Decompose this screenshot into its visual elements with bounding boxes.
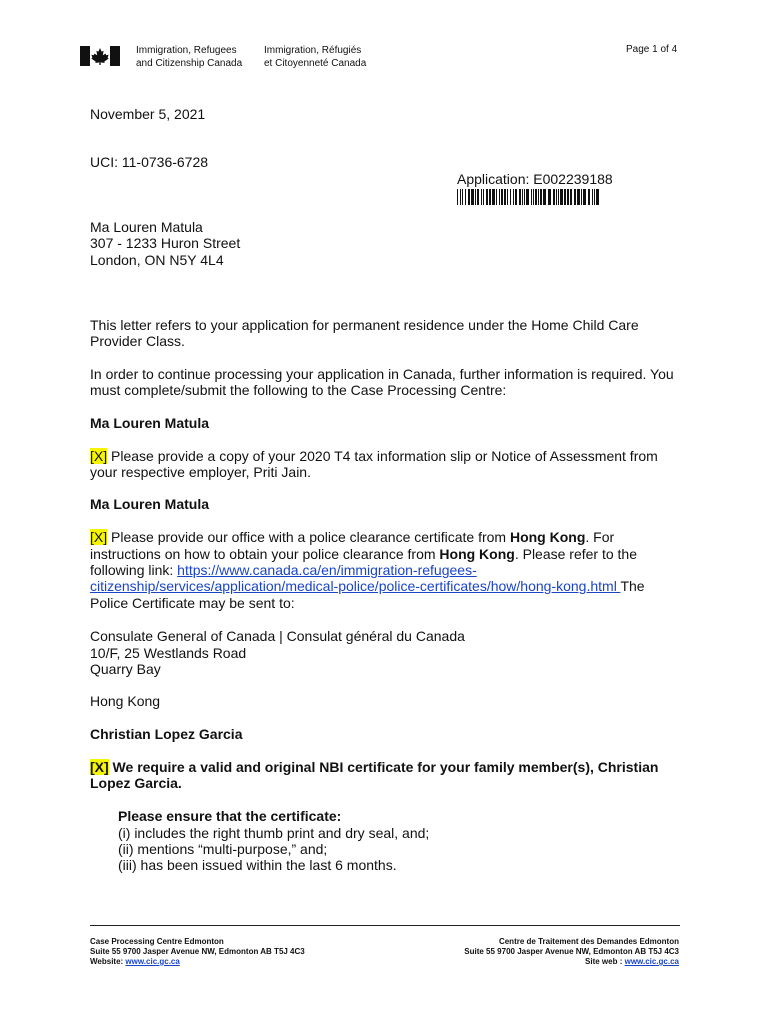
section-person-name: Christian Lopez Garcia	[90, 726, 243, 742]
consulate-address-line2: 10/F, 25 Westlands Road	[90, 645, 247, 661]
footer-office-name-fr: Centre de Traitement des Demandes Edmonton	[498, 937, 679, 946]
certificate-requirement-item: (ii) mentions “multi-purpose,” and;	[118, 841, 328, 857]
request-text: following link:	[90, 562, 178, 578]
footer-website-line-fr	[464, 957, 679, 967]
application-barcode	[457, 189, 600, 205]
request-item-line	[90, 448, 658, 464]
place-name: Hong Kong	[509, 529, 586, 545]
requirement-paragraph-line1: In order to continue processing your application in Canada, further information is required. You	[90, 366, 674, 382]
consulate-address-line4: Hong Kong	[90, 693, 161, 709]
request-text: . Please refer to the	[514, 546, 638, 562]
request-item-line2	[90, 546, 637, 562]
request-text: Please provide our office with a police clearance certificate from	[107, 529, 510, 545]
letter-date: November 5, 2021	[90, 106, 206, 122]
request-item-line4	[90, 578, 645, 594]
certificate-requirement-item: (iii) has been issued within the last 6 months.	[118, 857, 397, 873]
checkbox-marker: [X]	[90, 448, 108, 464]
checkbox-marker: [X]	[90, 759, 109, 775]
requirement-paragraph-line2: must complete/submit the following to the Case Processing Centre:	[90, 382, 507, 398]
footer-office-address-fr: Suite 55 9700 Jasper Avenue NW, Edmonton AB T5J 4C3	[464, 947, 679, 956]
request-text: instructions on how to obtain your police clearance from	[90, 546, 440, 562]
intro-paragraph-line1: This letter refers to your application for permanent residence under the Home Child Care	[90, 317, 639, 333]
request-text: The	[620, 578, 645, 594]
request-item-line5: Police Certificate may be sent to:	[90, 595, 295, 611]
footer-right	[464, 937, 679, 967]
request-text: Please provide a copy of your 2020 T4 tax information slip or Notice of Assessment from	[107, 448, 658, 464]
department-name-en-line1: Immigration, Refugees	[136, 45, 237, 56]
request-text: We require a valid and original NBI certificate for your family member(s), Christian	[108, 759, 659, 775]
section-person-name: Ma Louren Matula	[90, 496, 210, 512]
footer-office-address: Suite 55 9700 Jasper Avenue NW, Edmonton AB T5J 4C3	[90, 947, 305, 956]
checkbox-marker: [X]	[90, 529, 108, 545]
footer-divider	[90, 925, 680, 926]
recipient-city: London, ON N5Y 4L4	[90, 252, 224, 268]
request-item-line3	[90, 562, 477, 578]
footer-website-label: Website:	[90, 957, 126, 966]
footer-website-line	[90, 957, 305, 967]
application-number: Application: E002239188	[457, 171, 613, 187]
place-name: Hong Kong	[439, 546, 515, 562]
section-person-name: Ma Louren Matula	[90, 415, 210, 431]
recipient-name: Ma Louren Matula	[90, 219, 203, 235]
request-item-line2: Lopez Garcia.	[90, 775, 182, 791]
department-name-en	[136, 45, 242, 70]
footer-website-label-fr: Site web :	[585, 957, 625, 966]
department-name-fr	[264, 45, 366, 70]
department-name-fr-line2: et Citoyenneté Canada	[264, 57, 367, 69]
request-text: . For	[585, 529, 615, 545]
footer-office-name: Case Processing Centre Edmonton	[90, 937, 224, 946]
page-number: Page 1 of 4	[626, 44, 678, 55]
recipient-street: 307 - 1233 Huron Street	[90, 235, 241, 251]
consulate-address-line1: Consulate General of Canada | Consulat général du Canada	[90, 628, 465, 644]
department-name-en-line2: and Citizenship Canada	[136, 57, 243, 69]
request-item-line	[90, 529, 614, 545]
certificate-requirements-heading: Please ensure that the certificate:	[118, 808, 342, 824]
canada-flag-icon	[80, 46, 120, 66]
uci-number: UCI: 11-0736-6728	[90, 154, 209, 170]
intro-paragraph-line2: Provider Class.	[90, 333, 185, 349]
request-item-line2: your respective employer, Priti Jain.	[90, 464, 311, 480]
certificate-requirement-item: (i) includes the right thumb print and dry seal, and;	[118, 825, 430, 841]
department-name-fr-line1: Immigration, Réfugiés	[264, 45, 362, 56]
police-certificate-link-part2[interactable]: citizenship/services/application/medical-police/police-certificates/how/hong-kong.html	[90, 578, 621, 594]
police-certificate-link-part1[interactable]: https://www.canada.ca/en/immigration-refugees-	[177, 562, 477, 578]
footer-website-link[interactable]: www.cic.gc.ca	[125, 957, 180, 966]
footer-website-link-fr[interactable]: www.cic.gc.ca	[624, 957, 679, 966]
consulate-address-line3: Quarry Bay	[90, 661, 161, 677]
request-item-line	[90, 759, 658, 775]
footer-left	[90, 937, 305, 967]
